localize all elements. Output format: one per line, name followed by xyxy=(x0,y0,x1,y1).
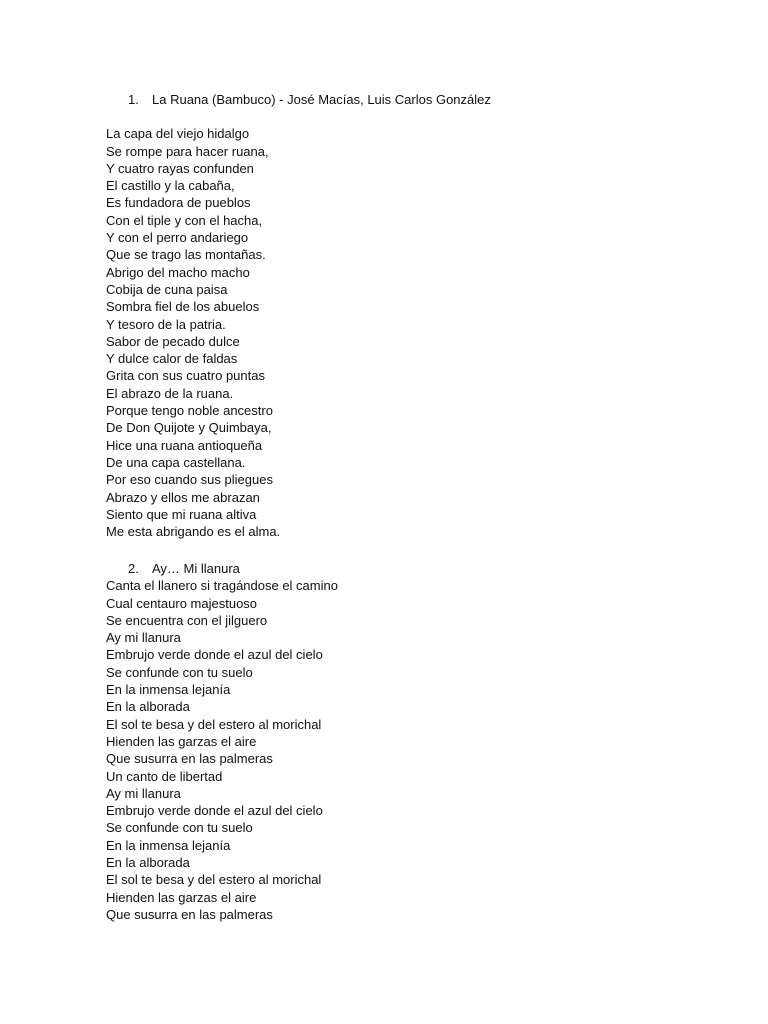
lyric-line: Embrujo verde donde el azul del cielo xyxy=(106,647,323,663)
lyric-line: Y dulce calor de faldas xyxy=(106,351,238,367)
song-lyrics xyxy=(106,577,666,923)
song-lyrics xyxy=(106,125,666,540)
lyric-line: De una capa castellana. xyxy=(106,454,246,470)
lyric-line: Cual centauro majestuoso xyxy=(106,595,258,611)
lyric-line: Ay mi llanura xyxy=(106,630,181,646)
lyric-line: El abrazo de la ruana. xyxy=(106,385,234,401)
lyric-line: Que susurra en las palmeras xyxy=(106,906,273,922)
lyric-line: Sabor de pecado dulce xyxy=(106,333,240,349)
lyric-line: Se confunde con tu suelo xyxy=(106,664,253,680)
lyric-line: Hice una ruana antioqueña xyxy=(106,437,263,453)
lyric-line: En la inmensa lejanía xyxy=(106,682,231,698)
song-title: La Ruana (Bambuco) - José Macías, Luis Carlos González xyxy=(152,92,491,107)
lyric-line: En la inmensa lejanía xyxy=(106,837,231,853)
lyric-line: Me esta abrigando es el alma. xyxy=(106,524,281,540)
lyric-line: Y con el perro andariego xyxy=(106,230,249,246)
lyric-line: Grita con sus cuatro puntas xyxy=(106,368,265,384)
song-1 xyxy=(106,91,666,540)
song-heading xyxy=(128,560,666,577)
lyric-line: Ay mi llanura xyxy=(106,785,181,801)
lyric-line: Es fundadora de pueblos xyxy=(106,195,251,211)
lyric-line: Se rompe para hacer ruana, xyxy=(106,143,269,159)
lyric-line: Se confunde con tu suelo xyxy=(106,820,253,836)
lyric-line: Sombra fiel de los abuelos xyxy=(106,299,260,315)
lyric-line: El sol te besa y del estero al morichal xyxy=(106,872,322,888)
song-2 xyxy=(106,560,666,923)
lyric-line: Embrujo verde donde el azul del cielo xyxy=(106,803,323,819)
lyric-line: En la alborada xyxy=(106,699,190,715)
song-number: 2. xyxy=(128,561,139,576)
lyric-line: Cobija de cuna paisa xyxy=(106,281,228,297)
song-heading xyxy=(128,91,666,108)
lyric-line: Se encuentra con el jilguero xyxy=(106,612,268,628)
lyric-line: Con el tiple y con el hacha, xyxy=(106,212,263,228)
lyric-line: Que susurra en las palmeras xyxy=(106,751,273,767)
lyric-line: De Don Quijote y Quimbaya, xyxy=(106,420,272,436)
song-title: Ay… Mi llanura xyxy=(152,561,240,576)
song-number: 1. xyxy=(128,92,139,107)
lyric-line: Porque tengo noble ancestro xyxy=(106,403,273,419)
lyric-line: Hienden las garzas el aire xyxy=(106,889,257,905)
lyric-line: Canta el llanero si tragándose el camino xyxy=(106,578,338,594)
lyric-line: Que se trago las montañas. xyxy=(106,247,266,263)
lyric-line: Hienden las garzas el aire xyxy=(106,733,257,749)
lyric-line: Abrazo y ellos me abrazan xyxy=(106,489,260,505)
lyric-line: En la alborada xyxy=(106,855,190,871)
lyric-line: Siento que mi ruana altiva xyxy=(106,506,257,522)
lyric-line: Y tesoro de la patria. xyxy=(106,316,226,332)
lyric-line: Y cuatro rayas confunden xyxy=(106,160,254,176)
lyric-line: Un canto de libertad xyxy=(106,768,223,784)
lyric-line: El sol te besa y del estero al morichal xyxy=(106,716,322,732)
lyric-line: El castillo y la cabaña, xyxy=(106,178,235,194)
lyric-line: La capa del viejo hidalgo xyxy=(106,126,250,142)
lyric-line: Abrigo del macho macho xyxy=(106,264,250,280)
lyric-line: Por eso cuando sus pliegues xyxy=(106,472,273,488)
